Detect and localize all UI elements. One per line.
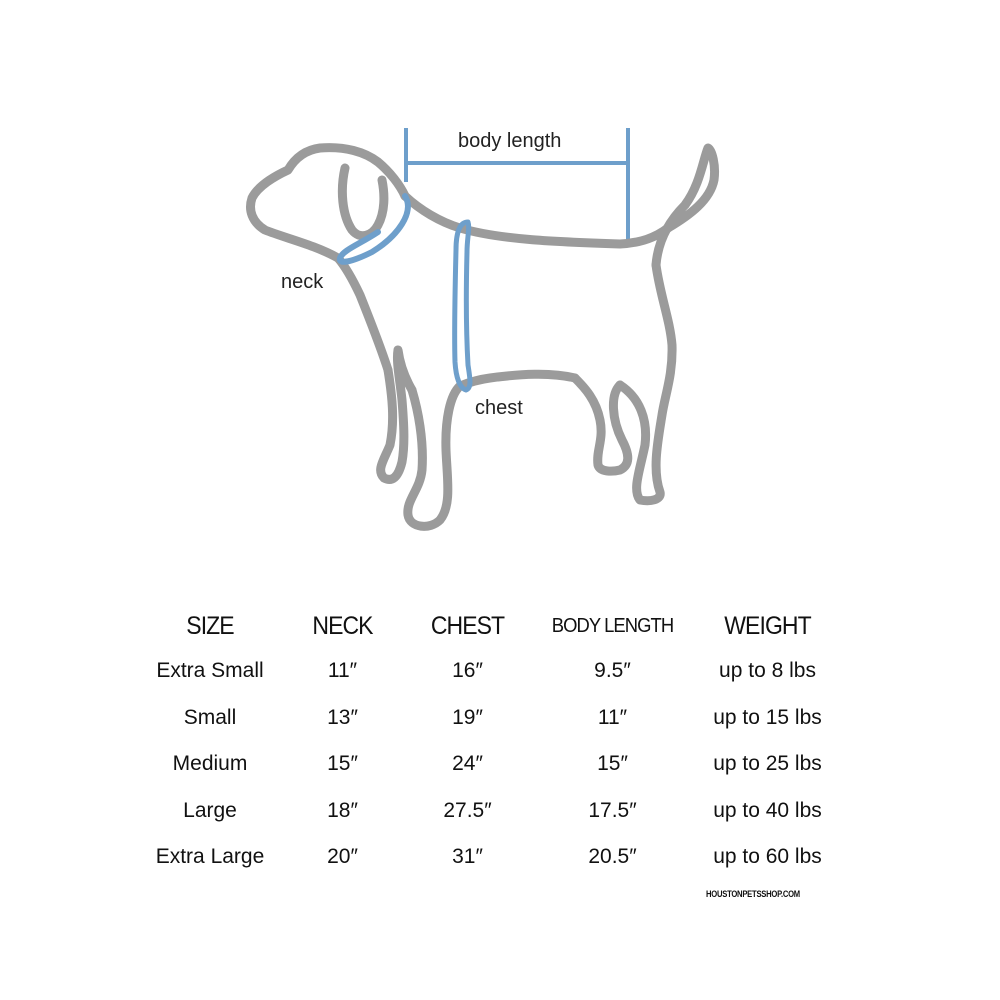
chest-measure — [455, 222, 470, 390]
table-row — [140, 788, 840, 835]
chest-label: chest — [475, 397, 523, 419]
weight-cell: up to 8 lbs — [719, 659, 816, 683]
neck-cell: 13″ — [327, 705, 358, 729]
table-header-row — [140, 604, 840, 648]
body-length-cell: 20.5″ — [588, 845, 637, 869]
body-length-cell: 17.5″ — [588, 798, 637, 822]
size-cell: Medium — [172, 752, 248, 776]
size-cell: Small — [183, 705, 237, 729]
neck-cell: 18″ — [327, 798, 358, 822]
table-row — [140, 648, 840, 695]
weight-cell: up to 60 lbs — [713, 845, 822, 869]
table-row — [140, 695, 840, 742]
size-cell: Extra Small — [156, 659, 264, 683]
table-row — [140, 834, 840, 881]
neck-cell: 11″ — [327, 659, 358, 683]
header-body-length: BODY LENGTH — [551, 614, 674, 637]
shop-watermark: HOUSTONPETSSHOP.COM — [706, 889, 800, 899]
dog-outline — [251, 148, 715, 527]
header-neck: NECK — [312, 611, 373, 640]
table-row — [140, 741, 840, 788]
size-cell: Extra Large — [155, 845, 265, 869]
chest-cell: 27.5″ — [443, 798, 492, 822]
weight-cell: up to 15 lbs — [713, 705, 822, 729]
chest-cell: 19″ — [452, 705, 483, 729]
size-chart-table — [140, 604, 840, 881]
header-chest: CHEST — [430, 611, 505, 640]
neck-cell: 20″ — [327, 845, 358, 869]
chest-cell: 24″ — [452, 752, 483, 776]
neck-label: neck — [281, 271, 324, 293]
weight-cell: up to 25 lbs — [713, 752, 822, 776]
neck-cell: 15″ — [327, 752, 358, 776]
body-length-cell: 15″ — [597, 752, 628, 776]
chest-cell: 31″ — [452, 845, 483, 869]
weight-cell: up to 40 lbs — [713, 798, 822, 822]
body-length-label: body length — [458, 130, 562, 152]
size-cell: Large — [183, 798, 237, 822]
header-size: SIZE — [186, 611, 234, 640]
header-weight: WEIGHT — [724, 611, 811, 640]
chest-cell: 16″ — [452, 659, 483, 683]
body-length-cell: 9.5″ — [594, 659, 631, 683]
body-length-cell: 11″ — [597, 705, 628, 729]
